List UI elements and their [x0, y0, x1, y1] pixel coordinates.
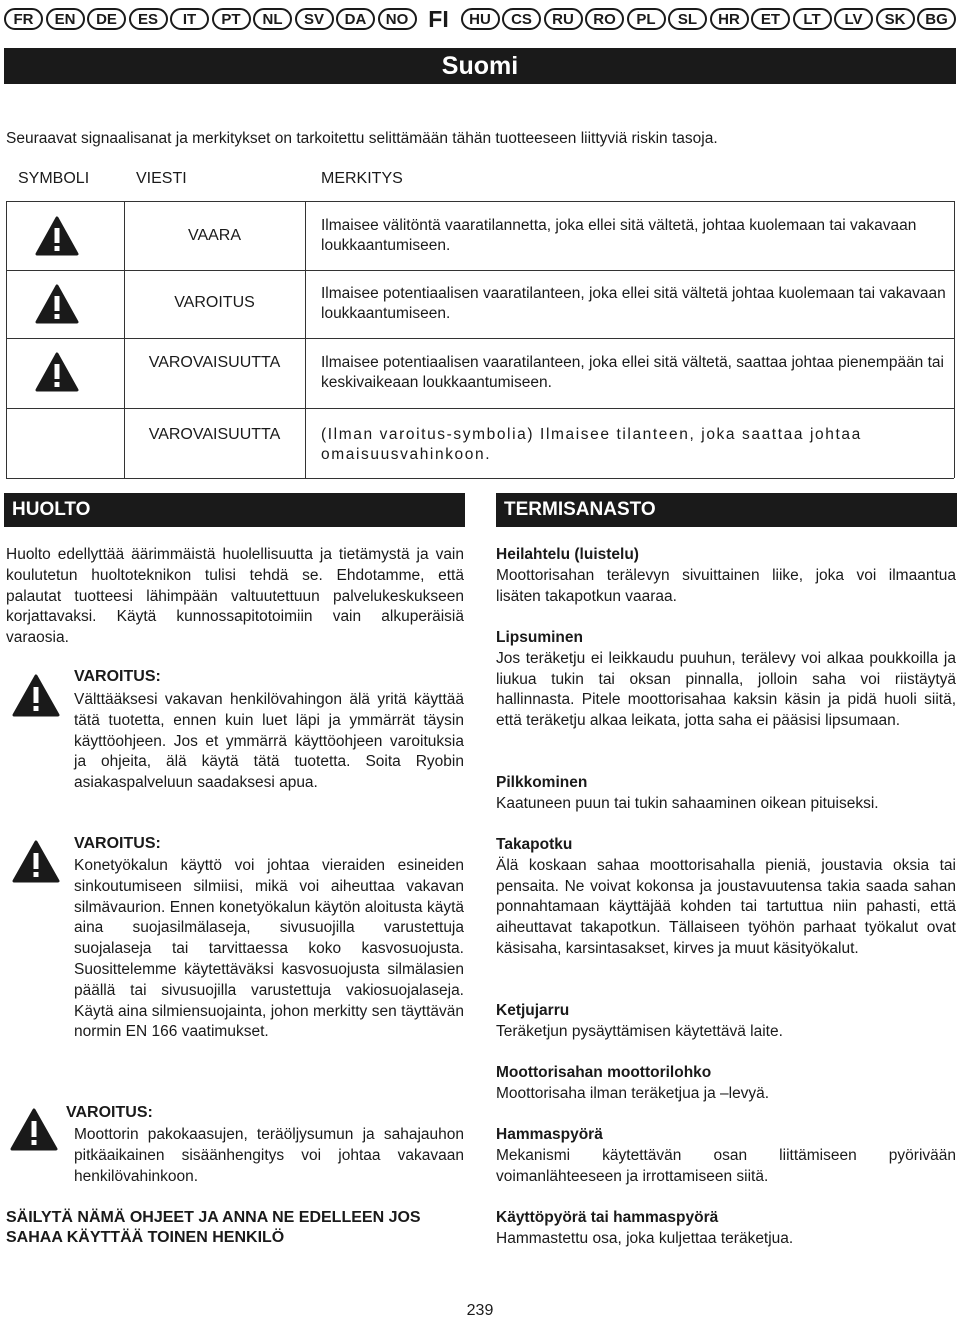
language-tab-fi[interactable]: FI: [428, 5, 449, 32]
language-tab-sv[interactable]: SV: [295, 8, 334, 30]
glossary-entry: [496, 628, 956, 732]
language-tab-nl[interactable]: NL: [253, 8, 292, 30]
warning-icon: [12, 674, 60, 718]
warning-title: VAROITUS:: [66, 1104, 153, 1121]
language-tab-no[interactable]: NO: [378, 8, 417, 30]
glossary-definition: Moottorisaha ilman teräketjua ja –levyä.: [496, 1084, 770, 1102]
language-tab-pl[interactable]: PL: [627, 8, 666, 30]
language-tab-lv[interactable]: LV: [834, 8, 873, 30]
language-tab-cs[interactable]: CS: [502, 8, 541, 30]
table-rule: [954, 201, 955, 478]
warning-icon: [35, 284, 79, 324]
huolto-heading: HUOLTO: [4, 493, 465, 527]
glossary-term: Takapotku: [496, 836, 573, 853]
language-tab-hr[interactable]: HR: [710, 8, 749, 30]
language-tab-bg[interactable]: BG: [917, 8, 956, 30]
caution-icon: [35, 352, 79, 392]
glossary-term: Ketjujarru: [496, 1002, 570, 1019]
warning-title: VAROITUS:: [74, 668, 161, 685]
glossary-definition: Mekanismi käytettävän osan liittämiseen pyörivään voimanlähteeseen ja irrottamiseen siitä.: [496, 1146, 956, 1185]
table-rule: [6, 478, 954, 479]
page-number: 239: [466, 1302, 494, 1319]
glossary-definition: Kaatuneen puun tai tukin sahaaminen oikean pituiseksi.: [496, 794, 879, 812]
glossary-term: Hammaspyörä: [496, 1126, 603, 1143]
language-tab-en[interactable]: EN: [46, 8, 85, 30]
glossary-definition: Hammastettu osa, joka kuljettaa teräketjua.: [496, 1229, 794, 1247]
language-tab-sl[interactable]: SL: [668, 8, 707, 30]
language-tab-it[interactable]: IT: [170, 8, 209, 30]
glossary-entry: [496, 545, 956, 607]
signal-word: VAROVAISUUTTA: [148, 426, 281, 443]
signal-word: VAROITUS: [174, 294, 255, 311]
glossary-term: Heilahtelu (luistelu): [496, 546, 639, 563]
language-tab-ro[interactable]: RO: [585, 8, 624, 30]
language-tab-fr[interactable]: FR: [4, 8, 43, 30]
glossary-term: Lipsuminen: [496, 629, 583, 646]
header-signal: VIESTI: [136, 170, 187, 187]
language-tab-sk[interactable]: SK: [876, 8, 915, 30]
table-rule: [6, 408, 954, 409]
glossary-entry: [496, 1125, 956, 1187]
glossary-entry: [496, 1001, 956, 1043]
warning-icon: [12, 840, 60, 884]
language-tabs: [4, 5, 956, 34]
intro-text: Seuraavat signaalisanat ja merkitykset on tarkoitettu selittämään tähän tuotteeseen liittyviä riskin tasoja.: [6, 130, 718, 147]
warning-text: Konetyökalun käyttö voi johtaa vieraiden esineiden sinkoutumiseen silmiisi, mikä voi aiheuttaa vakavan silmävaurion. Ennen konetyökalun käytön aloitusta käytä aina suojasilmälaseja, sivusuojilla varustettuja suojalaseja tai tarvittaessa koko kasvosuojusta. Suosittelemme käytettäväksi kasvosuojusta silmälasien päällä tai sivusuojilla varustettuja vakiosuojalaseja. Käytä aina silmiensuojainta, johon merkitty sen täyttävän normin EN 166 vaatimukset.: [74, 857, 464, 1041]
glossary-term: Käyttöpyörä tai hammaspyörä: [496, 1209, 719, 1226]
table-rule: [6, 338, 954, 339]
language-tab-lt[interactable]: LT: [793, 8, 832, 30]
warning-text: Moottorin pakokaasujen, teräöljysumun ja sahajauhon pitkäaikainen sisäänhengitys voi johtaa vakavaan henkilövahinkoon.: [74, 1126, 464, 1185]
danger-icon: [35, 216, 79, 256]
keep-instructions-notice: SÄILYTÄ NÄMÄ OHJEET JA ANNA NE EDELLEEN JOS SAHAA KÄYTTÄÄ TOINEN HENKILÖ: [6, 1209, 421, 1246]
glossary-definition: Teräketjun pysäyttämisen käytettävä laite.: [496, 1022, 783, 1040]
table-rule: [305, 201, 306, 478]
warning-text: Välttääksesi vakavan henkilövahingon älä yritä käyttää tätä tuotetta, ennen kuin luet läpi ja ymmärrät täysin käyttöohjeen. Jos et ymmärrä käyttöohjeen varoituksia ja ohjeita, älä käytä tätä tuotetta. Soita Ryobin asiakaspalveluun saadaksesi apua.: [74, 691, 464, 792]
table-rule: [6, 201, 7, 478]
glossary-entry: [496, 1208, 956, 1250]
glossary-entry: [496, 773, 956, 815]
glossary-term: Moottorisahan moottorilohko: [496, 1064, 712, 1081]
header-meaning: MERKITYS: [321, 170, 403, 187]
glossary-definition: Jos teräketju ei leikkaudu puuhun, terälevy voi alkaa poukkoilla ja liukua tukin tai oksan pinnalla, jolloin saha voi riistäytyä hallinnasta. Pitele moottorisahaa kaksin käsin ja pidä huoli siitä, että teräketju alkaa leikata, jotta saha ei pääsisi lipsumaan.: [496, 649, 956, 730]
language-tab-pt[interactable]: PT: [212, 8, 251, 30]
language-tab-hu[interactable]: HU: [461, 8, 500, 30]
language-tab-da[interactable]: DA: [336, 8, 375, 30]
language-tab-de[interactable]: DE: [87, 8, 126, 30]
signal-meaning: Ilmaisee potentiaalisen vaaratilanteen, joka ellei sitä vältetä, saattaa johtaa pienempään tai keskivaikeaan loukkaantumiseen.: [321, 354, 944, 391]
warning-icon: [10, 1108, 58, 1152]
glossary-entry: [496, 1063, 956, 1105]
glossary-definition: Älä koskaan sahaa moottorisahalla pieniä, joustavia oksia tai pensaita. Ne voivat kokonsa ja joustavuutensa takia saada sahan ponnahtamaan käyttäjää kohden tai tartuttua niin pahasti, että aiheuttavat takapotkun. Tällaiseen työhön parhaat työkalut ovat käsisaha, karsintasakset, kirves ja muut käsityökalut.: [496, 856, 956, 957]
language-tab-et[interactable]: ET: [751, 8, 790, 30]
table-rule: [6, 270, 954, 271]
header-symbol: SYMBOLI: [18, 170, 90, 187]
signal-meaning: Ilmaisee potentiaalisen vaaratilanteen, joka ellei sitä vältetä johtaa kuolemaan tai vakavaan loukkaantumiseen.: [321, 285, 946, 322]
glossary-definition: Moottorisahan terälevyn sivuittainen liike, joka voi ilmaantua lisäten takapotkun vaaraa.: [496, 566, 956, 605]
signal-word: VAARA: [187, 227, 242, 244]
language-tab-ru[interactable]: RU: [544, 8, 583, 30]
signal-meaning: Ilmaisee välitöntä vaaratilannetta, joka ellei sitä vältetä, johtaa kuolemaan tai vakavaan loukkaantumiseen.: [321, 217, 917, 254]
table-rule: [6, 201, 954, 202]
signal-meaning: (Ilman varoitus-symbolia) Ilmaisee tilanteen, joka saattaa johtaa omaisuusvahinkoon.: [321, 426, 862, 463]
huolto-body: Huolto edellyttää äärimmäistä huolellisuutta ja tietämystä ja vain koulutetun huoltoteknikon tulisi tehdä se. Ehdotamme, että palautat tuotteesi lähimpään valtuutettuun palvelukeskukseen korjattavaksi. Käytä kunnossapitotoimiin vain alkuperäisiä varaosia.: [6, 546, 464, 647]
termisanasto-heading: TERMISANASTO: [496, 493, 957, 527]
signal-word: VAROVAISUUTTA: [148, 354, 281, 371]
language-tab-es[interactable]: ES: [129, 8, 168, 30]
glossary-entry: [496, 835, 956, 960]
glossary-term: Pilkkominen: [496, 774, 588, 791]
language-banner: Suomi: [4, 48, 956, 84]
warning-title: VAROITUS:: [74, 835, 161, 852]
